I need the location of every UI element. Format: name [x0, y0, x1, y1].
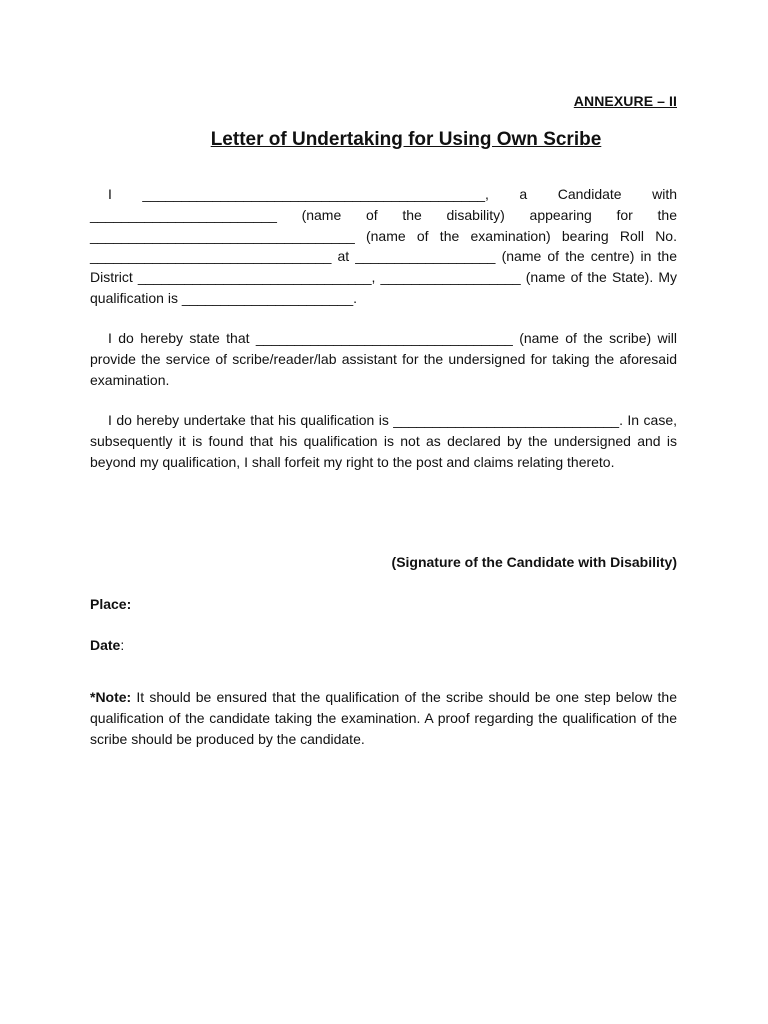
place-label: Place:	[90, 596, 132, 612]
scribe-qualification-paragraph	[90, 410, 677, 472]
signature-line: (Signature of the Candidate with Disability)	[391, 554, 677, 570]
scribe-qualification-text: I do hereby undertake that his qualification is _____________________________. In case, subsequently it is found that his qualification is not as declared by the undersigned and is beyond my qualification, I shall forfeit my right to the post and claims relating thereto.	[90, 412, 677, 470]
annexure-heading: ANNEXURE – II	[573, 93, 677, 109]
scribe-service-text: I do hereby state that _________________________________ (name of the scribe) will provide the service of scribe/reader/lab assistant for the undersigned for taking the aforesaid examination.	[90, 330, 677, 388]
date-field	[90, 637, 124, 653]
scribe-service-paragraph	[90, 328, 677, 390]
candidate-declaration-paragraph	[90, 184, 677, 309]
note-text: It should be ensured that the qualification of the scribe should be one step below the qualification of the candidate taking the examination. A proof regarding the qualification of the scribe should be produced by the candidate.	[90, 689, 677, 747]
note-paragraph	[90, 687, 677, 749]
document-title: Letter of Undertaking for Using Own Scribe	[210, 129, 602, 150]
date-label: Date	[90, 637, 121, 653]
candidate-declaration-text: I ____________________________________________, a Candidate with ________________________ (name of the disability) appearing for the __________________________________ (name of the examination) bearing Roll No. _______________________________ at __________________ (name of the centre) in the District ______________________________, __________________ (name of the State). My qualification is ______________________.	[90, 186, 677, 306]
date-colon: :	[120, 637, 125, 653]
note-label: *Note:	[90, 689, 132, 705]
